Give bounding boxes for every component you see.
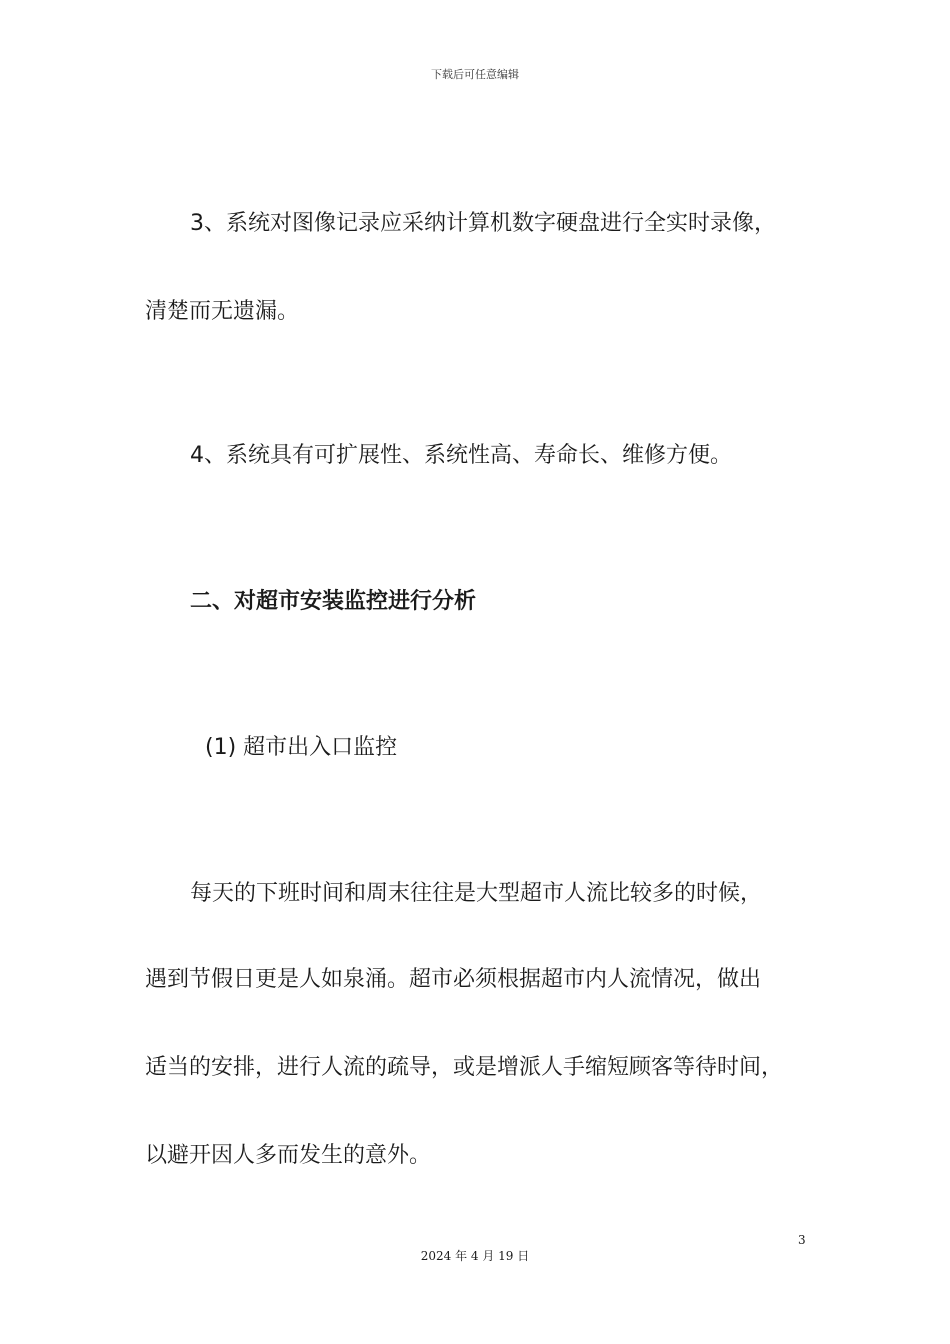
page-number: 3	[798, 1233, 806, 1247]
item-3-line-1: 3、系统对图像记录应采纳计算机数字硬盘进行全实时录像，	[190, 211, 776, 236]
page-header: 下载后可任意编辑	[431, 68, 519, 81]
section-heading: 二、对超市安装监控进行分析	[190, 589, 477, 614]
footer-date: 2024 年 4 月 19 日	[420, 1249, 530, 1263]
paragraph-line-1: 每天的下班时间和周末往往是大型超市人流比较多的时候，	[190, 881, 763, 906]
paragraph-line-4: 以避开因人多而发生的意外。	[145, 1143, 432, 1168]
paragraph-line-3: 适当的安排，进行人流的疏导，或是增派人手缩短顾客等待时间，	[145, 1055, 784, 1080]
paragraph-line-2: 遇到节假日更是人如泉涌。超市必须根据超市内人流情况，做出	[145, 967, 762, 992]
item-3-line-2: 清楚而无遗漏。	[145, 299, 300, 324]
item-4: 4、系统具有可扩展性、系统性高、寿命长、维修方便。	[190, 443, 732, 468]
subsection-heading: (1) 超市出入口监控	[205, 735, 398, 760]
